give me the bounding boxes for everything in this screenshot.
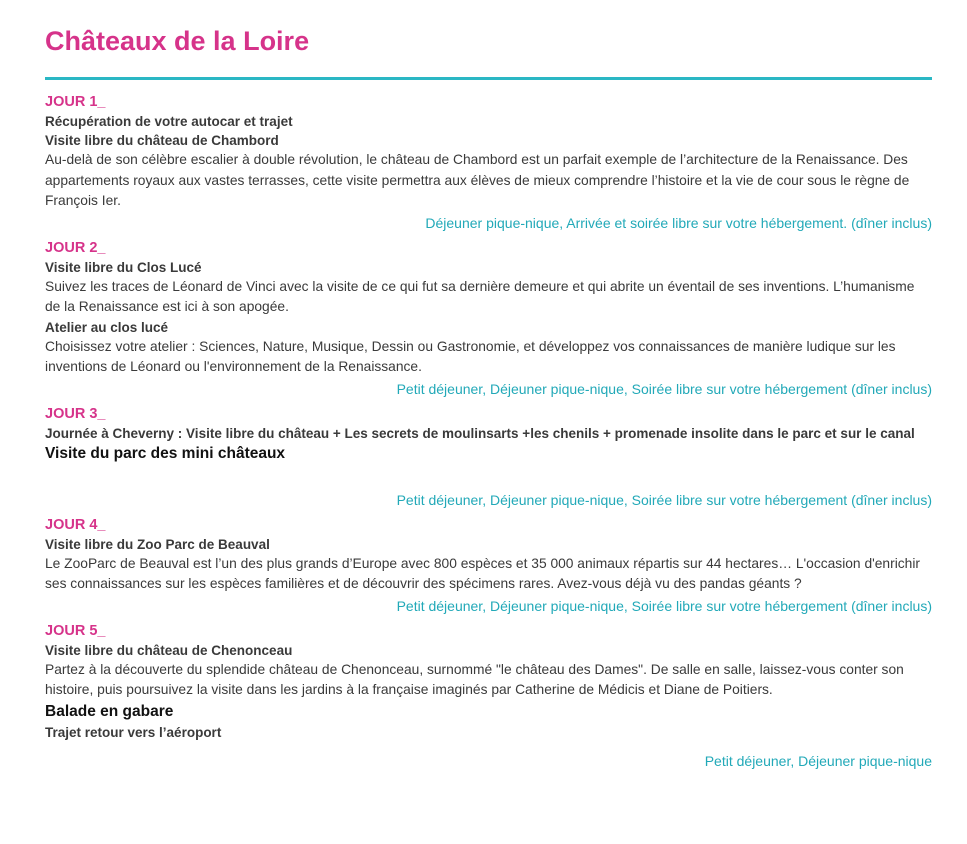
activity-title: Atelier au clos lucé <box>45 319 169 335</box>
activity-description: Choisissez votre atelier : Sciences, Nature, Musique, Dessin ou Gastronomie, et développez vos connaissances de manière ludique sur les inventions de Léonard ou l'environnement de la Renaissance. <box>45 338 896 374</box>
activity-title: Visite libre du Zoo Parc de Beauval <box>45 536 270 552</box>
meals-info: Petit déjeuner, Déjeuner pique-nique, Soirée libre sur votre hébergement (dîner inclus) <box>396 491 932 508</box>
day-label-dash: _ <box>97 405 106 422</box>
day-label: JOUR 4 <box>45 516 98 533</box>
activity-description: Suivez les traces de Léonard de Vinci avec la visite de ce qui fut sa dernière demeure et qui abrite un éventail de ses inventions. L’humanisme de la Renaissance est ici à son apogée. <box>45 278 915 314</box>
activity-title: Trajet retour vers l’aéroport <box>45 724 222 740</box>
meals-info: Petit déjeuner, Déjeuner pique-nique <box>704 752 932 769</box>
activity-description: Le ZooParc de Beauval est l’un des plus grands d’Europe avec 800 espèces et 35 000 animaux répartis sur 44 hectares… L'occasion d'enrichir ses connaissances sur les espèces familières et de découvrir des spécimens rares. Avez-vous déjà vu des pandas géants ? <box>45 555 920 591</box>
itinerary-content <box>45 92 932 776</box>
day-heading <box>45 621 932 641</box>
day-label: JOUR 1 <box>45 94 98 110</box>
day-heading <box>45 92 932 112</box>
meals-info: Petit déjeuner, Déjeuner pique-nique, Soirée libre sur votre hébergement (dîner inclus) <box>396 597 932 614</box>
activity-title: Visite libre du Clos Lucé <box>45 259 202 275</box>
day-section <box>45 92 932 234</box>
day-heading <box>45 515 932 535</box>
meals-info: Déjeuner pique-nique, Arrivée et soirée libre sur votre hébergement. (dîner inclus) <box>425 214 932 231</box>
activity-title: Visite libre du château de Chambord <box>45 133 279 148</box>
activity-title: Visite libre du château de Chenonceau <box>45 642 293 658</box>
day-section <box>45 404 932 511</box>
day-label-dash: _ <box>97 622 106 639</box>
meals-info: Petit déjeuner, Déjeuner pique-nique, Soirée libre sur votre hébergement (dîner inclus) <box>396 380 932 397</box>
activity-description: Partez à la découverte du splendide château de Chenonceau, surnommé "le château des Dames". De salle en salle, laissez-vous conter son histoire, puis poursuivez la visite dans les jardins à la française imaginés par Catherine de Médicis et Diane de Poitiers. <box>45 661 904 697</box>
day-label-dash: _ <box>97 516 106 533</box>
day-section <box>45 238 932 400</box>
spacer <box>45 742 932 750</box>
page-title: Châteaux de la Loire <box>45 26 310 56</box>
day-section <box>45 515 932 617</box>
activity-title: Balade en gabare <box>45 702 174 720</box>
day-label: JOUR 5 <box>45 622 98 639</box>
activity-description: Au-delà de son célèbre escalier à double révolution, le château de Chambord est un parfait exemple de l’architecture de la Renaissance. Des appartements royaux aux vastes terrasses, cette visite permettra aux élèves de mieux comprendre l’histoire et la vie de cour sous le règne de François Ier. <box>45 152 910 208</box>
day-heading <box>45 238 932 258</box>
activity-title: Visite du parc des mini châteaux <box>45 444 286 462</box>
activity-title: Journée à Cheverny : Visite libre du château + Les secrets de moulinsarts +les chenils + promenade insolite dans le parc et sur le canal <box>45 425 915 441</box>
day-section <box>45 621 932 772</box>
day-label: JOUR 3 <box>45 405 98 422</box>
day-label-dash: _ <box>97 94 106 110</box>
day-heading <box>45 404 932 424</box>
day-label-dash: _ <box>97 239 106 256</box>
title-divider <box>45 77 932 80</box>
day-label: JOUR 2 <box>45 239 98 256</box>
activity-title: Récupération de votre autocar et trajet <box>45 114 293 129</box>
spacer <box>45 465 932 489</box>
